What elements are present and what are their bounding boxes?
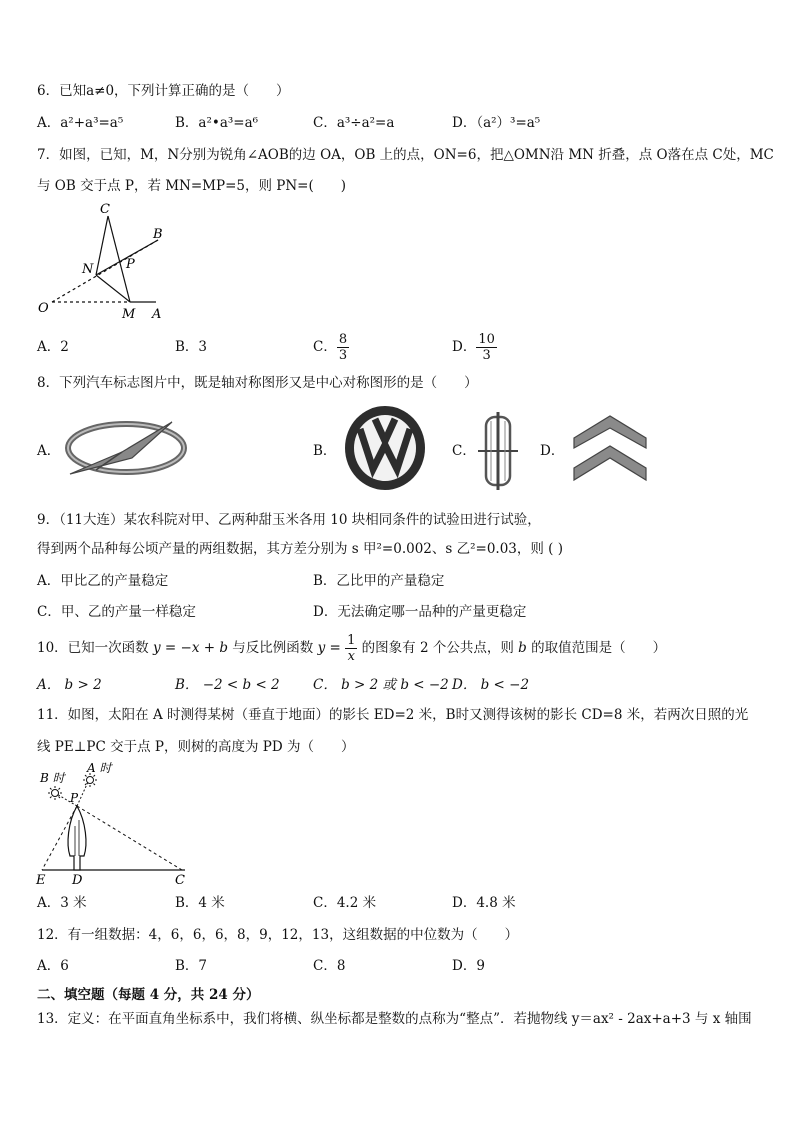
q7-option-b: B．3: [175, 339, 208, 355]
volkswagen-logo-image: [344, 405, 426, 491]
q11-option-b: B．4 米: [175, 895, 225, 911]
q7-label-P: P: [126, 257, 135, 272]
q7-option-a: A．2: [37, 339, 69, 355]
q11-option-d: D．4.8 米: [452, 895, 516, 911]
q7-option-c-fraction: $\frac{8}{3}$: [338, 332, 348, 363]
q6-option-a: A．a²+a³=a⁵: [37, 115, 124, 131]
q10-stem-text-3: 的图象有 2 个公共点，则: [357, 640, 519, 656]
q8-option-c: C．: [452, 443, 476, 459]
q7-stem-line2: 与 OB 交于点 P，若 MN=MP=5，则 PN=( ): [37, 178, 347, 194]
q11-figure: [30, 760, 195, 888]
q7-label-M: M: [122, 307, 136, 322]
q7-option-d: [452, 328, 497, 363]
q11-stem-line1: 11．如图，太阳在 A 时测得某树（垂直于地面）的影长 ED=2 米，B时又测得该树的影长 CD=8 米，若两次日照的光: [37, 707, 749, 723]
q7-label-O: O: [38, 301, 49, 316]
q11-ray-A-sun: [77, 782, 88, 806]
q9-option-b: B．乙比甲的产量稳定: [313, 573, 445, 589]
q10-stem-text-1: 10．已知一次函数: [37, 640, 153, 656]
q11-ray-PC: [77, 806, 182, 870]
q9-option-d: D．无法确定哪一品种的产量更稳定: [313, 604, 527, 620]
q10-option-b: B． −2 < b < 2: [175, 677, 280, 693]
q8-option-a: A．: [37, 443, 61, 459]
q10-variable-b: b: [518, 640, 527, 656]
q8-option-b: B．: [313, 443, 337, 459]
q11-option-a: A．3 米: [37, 895, 87, 911]
q7-line-NM: [96, 275, 130, 302]
q11-label-D: D: [72, 873, 83, 888]
q10-linear-equation: y = −x + b: [152, 640, 228, 656]
q10-stem: [37, 633, 666, 664]
q10-option-a: A． b > 2: [37, 677, 102, 693]
q6-option-d: D．（a²）³=a⁵: [452, 115, 541, 131]
section-heading-fill-in: 二、填空题（每题 4 分，共 24 分）: [37, 987, 260, 1003]
q11-label-a-time: A 时: [87, 761, 112, 775]
q7-figure: [30, 198, 180, 324]
sun-icon-b: [48, 786, 62, 800]
tree-icon: [68, 806, 86, 870]
q12-option-b: B．7: [175, 958, 208, 974]
q9-option-a: A．甲比乙的产量稳定: [37, 573, 169, 589]
q11-label-E: E: [36, 873, 46, 888]
lincoln-logo-image: [477, 411, 519, 491]
q10-stem-text-2: 与反比例函数: [227, 640, 318, 656]
q8-option-d: D．: [540, 443, 565, 459]
q9-option-c: C．甲、乙的产量一样稳定: [37, 604, 196, 620]
q12-stem: 12．有一组数据：4，6，6，6，8，9，12，13，这组数据的中位数为（ ）: [37, 927, 519, 943]
q8-stem: 8．下列汽车标志图片中，既是轴对称图形又是中心对称图形的是（ ）: [37, 375, 478, 391]
citroen-logo-image: [570, 410, 650, 490]
q10-stem-text-4: 的取值范围是（ ）: [526, 640, 667, 656]
q10-option-d: D． b < −2: [452, 677, 530, 693]
q7-label-C: C: [100, 202, 110, 217]
q9-stem-line1: 9．（11大连）某农科院对甲、乙两种甜玉米各用 10 块相同条件的试验田进行试验，: [37, 512, 541, 528]
q11-label-b-time: B 时: [40, 771, 65, 785]
q10-inverse-fraction: $\frac{1}{x}$: [347, 633, 356, 664]
q7-stem-line1: 7．如图，已知，M，N分别为锐角∠AOB的边 OA，OB 上的点，ON=6，把△OMN沿 MN 折叠，点 O落在点 C处，MC: [37, 147, 774, 163]
q6-option-c: C．a³÷a²=a: [313, 115, 395, 131]
q10-inverse-equation-lhs: y =: [317, 640, 346, 656]
q7-label-N: N: [82, 262, 94, 277]
q12-option-c: C．8: [313, 958, 346, 974]
q7-label-A: A: [152, 307, 162, 322]
q11-stem-line2: 线 PE⊥PC 交于点 P，则树的高度为 PD 为（ ）: [37, 739, 355, 755]
q12-option-d: D．9: [452, 958, 485, 974]
oldsmobile-logo-image: [62, 418, 190, 480]
q11-label-C: C: [175, 873, 185, 888]
sun-icon-a: [83, 773, 97, 787]
q7-label-B: B: [153, 227, 163, 242]
q12-option-a: A．6: [37, 958, 69, 974]
q9-stem-line2: 得到两个品种每公顷产量的两组数据，其方差分别为 s 甲²=0.002、s 乙²=0.03，则 ( ): [37, 541, 563, 557]
q7-option-d-label: D．: [452, 339, 477, 355]
q6-stem: 6．已知a≠0，下列计算正确的是（ ）: [37, 83, 290, 99]
q10-option-c: C． b > 2 或 b < −2: [313, 677, 449, 693]
q7-option-c-label: C．: [313, 339, 337, 355]
q7-option-d-fraction: $\frac{10}{3}$: [478, 332, 495, 363]
q11-option-c: C．4.2 米: [313, 895, 377, 911]
q13-stem-line1: 13．定义：在平面直角坐标系中，我们将横、纵坐标都是整数的点称为“整点”．若抛物线 y＝ax² - 2ax+a+3 与 x 轴围: [37, 1011, 752, 1027]
q11-label-P: P: [70, 791, 79, 805]
q7-line-CN: [96, 216, 108, 275]
q7-option-c: [313, 328, 349, 363]
q6-option-b: B．a²•a³=a⁶: [175, 115, 259, 131]
